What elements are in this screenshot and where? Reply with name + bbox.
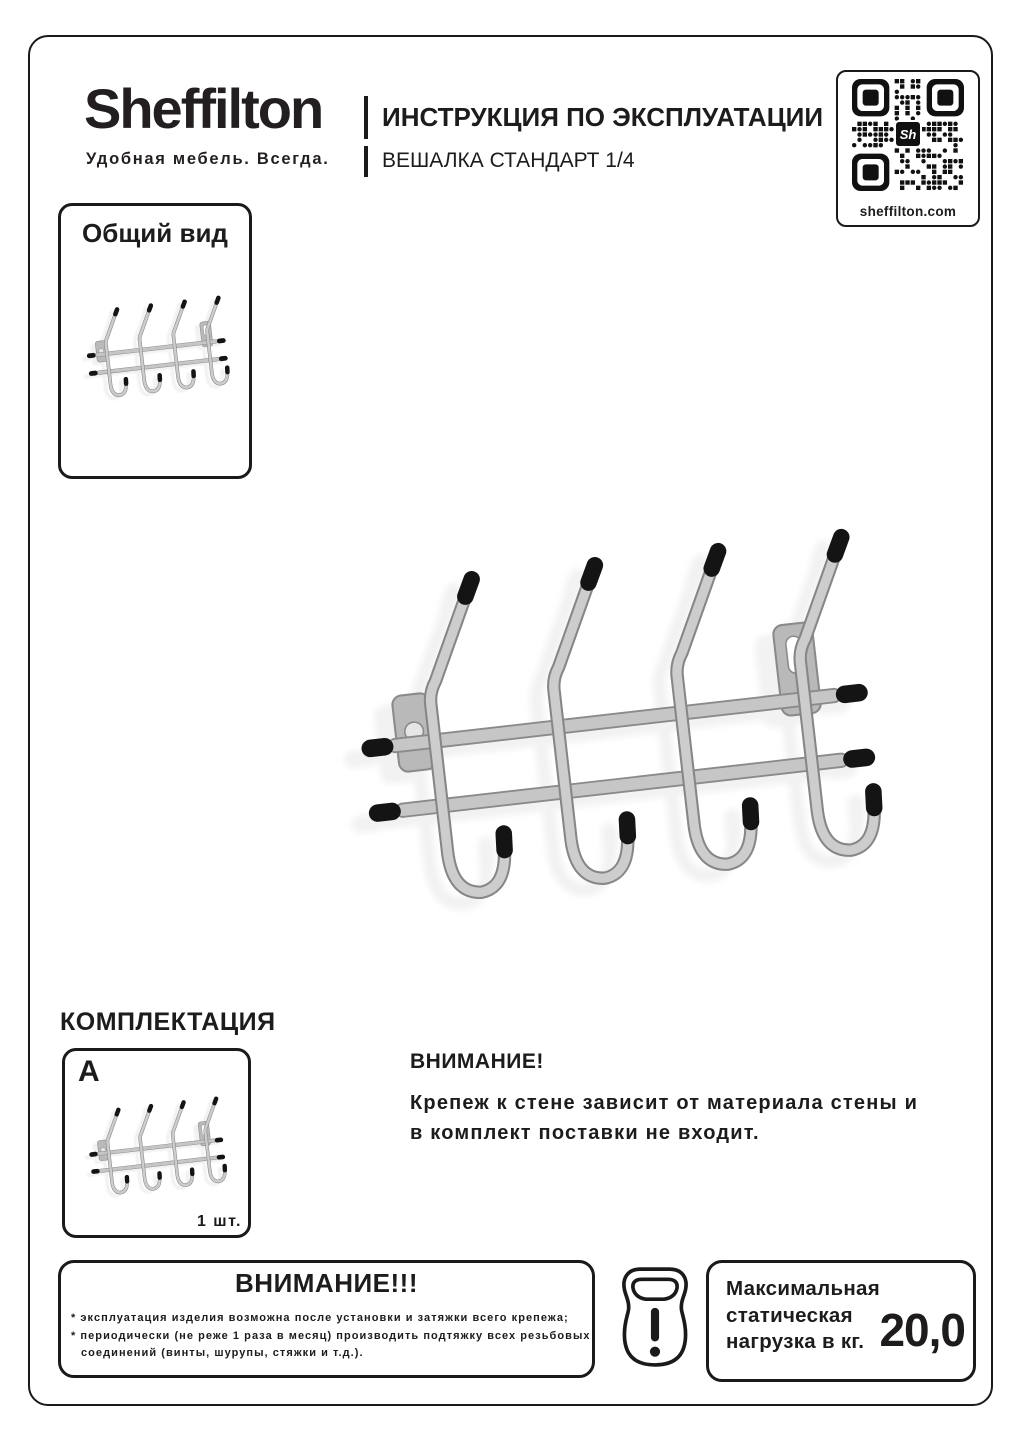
warning-bullet-2: * периодически (не реже 1 раза в месяц) производить подтяжку всех резьбовых bbox=[71, 1329, 591, 1342]
max-load-line3: нагрузка в кг. bbox=[726, 1330, 865, 1354]
qr-code bbox=[836, 70, 980, 227]
package-title: КОМПЛЕКТАЦИЯ bbox=[60, 1008, 276, 1036]
qr-caption: sheffilton.com bbox=[859, 204, 957, 219]
product-name: ВЕШАЛКА СТАНДАРТ 1/4 bbox=[364, 146, 635, 177]
warning-box-title: ВНИМАНИЕ!!! bbox=[235, 1268, 418, 1298]
max-load-box bbox=[706, 1260, 976, 1382]
wall-notice-title: ВНИМАНИЕ! bbox=[410, 1050, 544, 1073]
kettlebell-alert-icon bbox=[616, 1263, 694, 1369]
max-load-line1: Максимальная bbox=[726, 1277, 880, 1300]
qr-center-logo: Sh bbox=[894, 120, 922, 148]
coat-rack-thumbnail bbox=[70, 288, 240, 408]
package-item-qty: 1 шт. bbox=[196, 1213, 242, 1230]
page-title: ИНСТРУКЦИЯ ПО ЭКСПЛУАТАЦИИ bbox=[364, 96, 823, 139]
wall-notice-text bbox=[410, 1088, 918, 1148]
package-item-box bbox=[62, 1048, 251, 1238]
package-item-label: A bbox=[78, 1055, 100, 1088]
max-load-label bbox=[726, 1276, 880, 1356]
max-load-value: 20,0 bbox=[879, 1304, 965, 1356]
warning-box-bullets bbox=[71, 1310, 591, 1363]
coat-rack-illustration bbox=[300, 505, 920, 935]
brand-logo-text: Sheffilton bbox=[84, 77, 323, 140]
max-load-line2: статическая bbox=[726, 1303, 853, 1327]
overview-box bbox=[58, 203, 252, 479]
coat-rack-kit-thumbnail bbox=[73, 1091, 237, 1203]
wall-notice-line1: Крепеж к стене зависит от материала стены и bbox=[410, 1092, 919, 1114]
warning-bullet-1: * эксплуатация изделия возможна после установки и затяжки всего крепежа; bbox=[71, 1312, 569, 1324]
overview-title: Общий вид bbox=[82, 218, 228, 248]
brand-tagline: Удобная мебель. Всегда. bbox=[86, 150, 330, 168]
warning-bullet-2-cont: соединений (винты, шурупы, стяжки и т.д.). bbox=[81, 1347, 364, 1360]
wall-notice-line2: в комплект поставки не входит. bbox=[410, 1122, 760, 1144]
warning-box bbox=[58, 1260, 595, 1378]
